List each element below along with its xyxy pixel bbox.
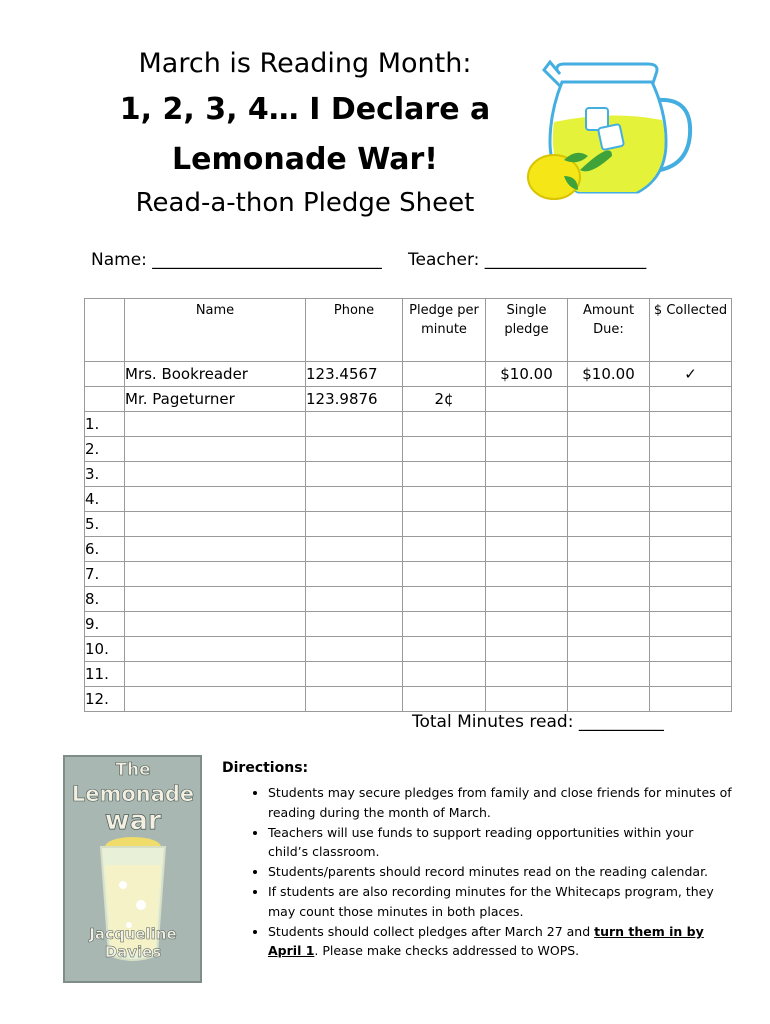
name-cell[interactable] <box>125 562 306 587</box>
row-number: 9. <box>85 612 125 637</box>
single-pledge-cell[interactable] <box>486 537 568 562</box>
phone-cell[interactable] <box>306 637 403 662</box>
table-row <box>85 587 732 612</box>
collected-cell[interactable] <box>650 587 732 612</box>
directions-text: . Please make checks addressed to WOPS. <box>314 943 580 959</box>
total-minutes-label: Total Minutes read: <box>412 712 574 732</box>
row-number: 5. <box>85 512 125 537</box>
collected-cell[interactable]: ✓ <box>650 362 732 387</box>
phone-cell[interactable] <box>306 437 403 462</box>
collected-cell[interactable] <box>650 687 732 712</box>
phone-cell[interactable] <box>306 687 403 712</box>
directions-list <box>222 783 732 961</box>
collected-cell[interactable] <box>650 412 732 437</box>
book-cover-image <box>63 755 202 983</box>
collected-cell[interactable] <box>650 662 732 687</box>
name-cell[interactable] <box>125 587 306 612</box>
teacher-label: Teacher: <box>408 250 480 270</box>
header-pledge-per-minute: Pledge per minute <box>403 299 486 362</box>
pledge-per-minute-cell[interactable] <box>403 662 486 687</box>
phone-cell[interactable] <box>306 487 403 512</box>
single-pledge-cell[interactable] <box>486 512 568 537</box>
phone-cell[interactable] <box>306 537 403 562</box>
collected-cell[interactable] <box>650 637 732 662</box>
book-title-1: The <box>115 760 151 780</box>
amount-due-cell[interactable] <box>568 662 650 687</box>
row-number <box>85 387 125 412</box>
single-pledge-cell[interactable] <box>486 687 568 712</box>
directions-item: • Students may secure pledges from family and close friends for minutes of reading during the month of March. <box>268 783 732 823</box>
single-pledge-cell[interactable] <box>486 562 568 587</box>
header-number <box>85 299 125 362</box>
name-cell[interactable] <box>125 687 306 712</box>
header-amount-due: Amount Due: <box>568 299 650 362</box>
phone-cell[interactable]: 123.9876 <box>306 387 403 412</box>
single-pledge-cell[interactable] <box>486 612 568 637</box>
name-field <box>91 250 382 270</box>
collected-cell[interactable] <box>650 512 732 537</box>
name-cell[interactable] <box>125 512 306 537</box>
phone-cell[interactable] <box>306 512 403 537</box>
book-title-3: war <box>104 805 162 836</box>
amount-due-cell[interactable] <box>568 587 650 612</box>
example-row <box>85 362 732 387</box>
phone-cell[interactable] <box>306 612 403 637</box>
header-collected: $ Collected <box>650 299 732 362</box>
pledge-per-minute-cell[interactable] <box>403 637 486 662</box>
total-minutes-blank: __________ <box>578 712 664 732</box>
name-label: Name: <box>91 250 147 270</box>
pledge-per-minute-cell[interactable] <box>403 412 486 437</box>
collected-cell[interactable] <box>650 537 732 562</box>
row-number: 12. <box>85 687 125 712</box>
row-number: 8. <box>85 587 125 612</box>
single-pledge-cell[interactable] <box>486 462 568 487</box>
name-cell[interactable]: Mr. Pageturner <box>125 387 306 412</box>
table-row <box>85 537 732 562</box>
total-minutes-field <box>412 712 664 732</box>
name-cell[interactable] <box>125 612 306 637</box>
phone-cell[interactable] <box>306 412 403 437</box>
collected-cell[interactable] <box>650 462 732 487</box>
amount-due-cell[interactable] <box>568 637 650 662</box>
table-row <box>85 487 732 512</box>
phone-cell[interactable]: 123.4567 <box>306 362 403 387</box>
row-number: 10. <box>85 637 125 662</box>
collected-cell[interactable] <box>650 437 732 462</box>
collected-cell[interactable] <box>650 612 732 637</box>
collected-cell[interactable] <box>650 387 732 412</box>
table-row <box>85 662 732 687</box>
row-number: 3. <box>85 462 125 487</box>
amount-due-cell[interactable] <box>568 387 650 412</box>
pledge-per-minute-cell[interactable]: 2¢ <box>403 387 486 412</box>
book-title-2: Lemonade <box>71 782 195 806</box>
example-row <box>85 387 732 412</box>
directions-item <box>268 922 732 962</box>
single-pledge-cell[interactable] <box>486 437 568 462</box>
amount-due-cell[interactable]: $10.00 <box>568 362 650 387</box>
single-pledge-cell[interactable] <box>486 637 568 662</box>
name-cell[interactable] <box>125 412 306 437</box>
single-pledge-cell[interactable] <box>486 662 568 687</box>
directions-title: Directions: <box>222 760 309 776</box>
row-number: 4. <box>85 487 125 512</box>
row-number: 1. <box>85 412 125 437</box>
amount-due-cell[interactable] <box>568 437 650 462</box>
pledge-per-minute-cell[interactable] <box>403 437 486 462</box>
phone-cell[interactable] <box>306 462 403 487</box>
directions-item: • Students/parents should record minutes read on the reading calendar. <box>268 862 732 882</box>
table-row <box>85 412 732 437</box>
directions-item: • Teachers will use funds to support reading opportunities within your child’s classroom. <box>268 823 732 863</box>
single-pledge-cell[interactable] <box>486 387 568 412</box>
amount-due-cell[interactable] <box>568 462 650 487</box>
book-author-2: Davies <box>104 943 162 961</box>
amount-due-cell[interactable] <box>568 487 650 512</box>
table-header-row <box>85 299 732 362</box>
single-pledge-cell[interactable] <box>486 587 568 612</box>
name-cell[interactable] <box>125 487 306 512</box>
name-cell[interactable] <box>125 637 306 662</box>
table-row <box>85 612 732 637</box>
pledge-per-minute-cell[interactable] <box>403 462 486 487</box>
single-pledge-cell[interactable] <box>486 487 568 512</box>
amount-due-cell[interactable] <box>568 687 650 712</box>
title-line-2: 1, 2, 3, 4… I Declare a <box>119 92 491 127</box>
single-pledge-cell[interactable]: $10.00 <box>486 362 568 387</box>
pledge-table <box>84 298 732 712</box>
name-cell[interactable] <box>125 462 306 487</box>
header-single-pledge: Single pledge <box>486 299 568 362</box>
amount-due-cell[interactable] <box>568 562 650 587</box>
collected-cell[interactable] <box>650 487 732 512</box>
amount-due-cell[interactable] <box>568 537 650 562</box>
teacher-field <box>408 250 646 270</box>
name-cell[interactable]: Mrs. Bookreader <box>125 362 306 387</box>
pledge-per-minute-cell[interactable] <box>403 562 486 587</box>
table-row <box>85 437 732 462</box>
book-author-1: Jacqueline <box>89 925 177 943</box>
pledge-per-minute-cell[interactable] <box>403 512 486 537</box>
name-cell[interactable] <box>125 662 306 687</box>
row-number: 7. <box>85 562 125 587</box>
lemonade-pitcher-icon <box>520 52 695 212</box>
pledge-per-minute-cell[interactable] <box>403 687 486 712</box>
table-row <box>85 687 732 712</box>
row-number: 11. <box>85 662 125 687</box>
table-row <box>85 512 732 537</box>
deadline-emphasis: turn them in by April 1 <box>268 923 704 959</box>
table-row <box>85 462 732 487</box>
row-number: 2. <box>85 437 125 462</box>
single-pledge-cell[interactable] <box>486 412 568 437</box>
name-blank: ___________________________ <box>152 250 382 270</box>
table-row <box>85 637 732 662</box>
pledge-per-minute-cell[interactable] <box>403 587 486 612</box>
title-line-1: March is Reading Month: <box>138 48 472 79</box>
pledge-per-minute-cell[interactable] <box>403 362 486 387</box>
name-cell[interactable] <box>125 537 306 562</box>
amount-due-cell[interactable] <box>568 612 650 637</box>
title-line-3: Lemonade War! <box>172 142 438 177</box>
subtitle: Read-a-thon Pledge Sheet <box>135 188 475 218</box>
teacher-blank: ___________________ <box>484 250 647 270</box>
pledge-per-minute-cell[interactable] <box>403 537 486 562</box>
amount-due-cell[interactable] <box>568 412 650 437</box>
name-cell[interactable] <box>125 437 306 462</box>
pledge-per-minute-cell[interactable] <box>403 487 486 512</box>
phone-cell[interactable] <box>306 562 403 587</box>
phone-cell[interactable] <box>306 662 403 687</box>
amount-due-cell[interactable] <box>568 512 650 537</box>
directions-text: Students should collect pledges after March 27 and <box>268 923 595 939</box>
directions-item: • If students are also recording minutes for the Whitecaps program, they may count those minutes in both places. <box>268 882 732 922</box>
phone-cell[interactable] <box>306 587 403 612</box>
header-phone: Phone <box>306 299 403 362</box>
table-row <box>85 562 732 587</box>
pledge-per-minute-cell[interactable] <box>403 612 486 637</box>
header-name: Name <box>125 299 306 362</box>
collected-cell[interactable] <box>650 562 732 587</box>
row-number: 6. <box>85 537 125 562</box>
row-number <box>85 362 125 387</box>
